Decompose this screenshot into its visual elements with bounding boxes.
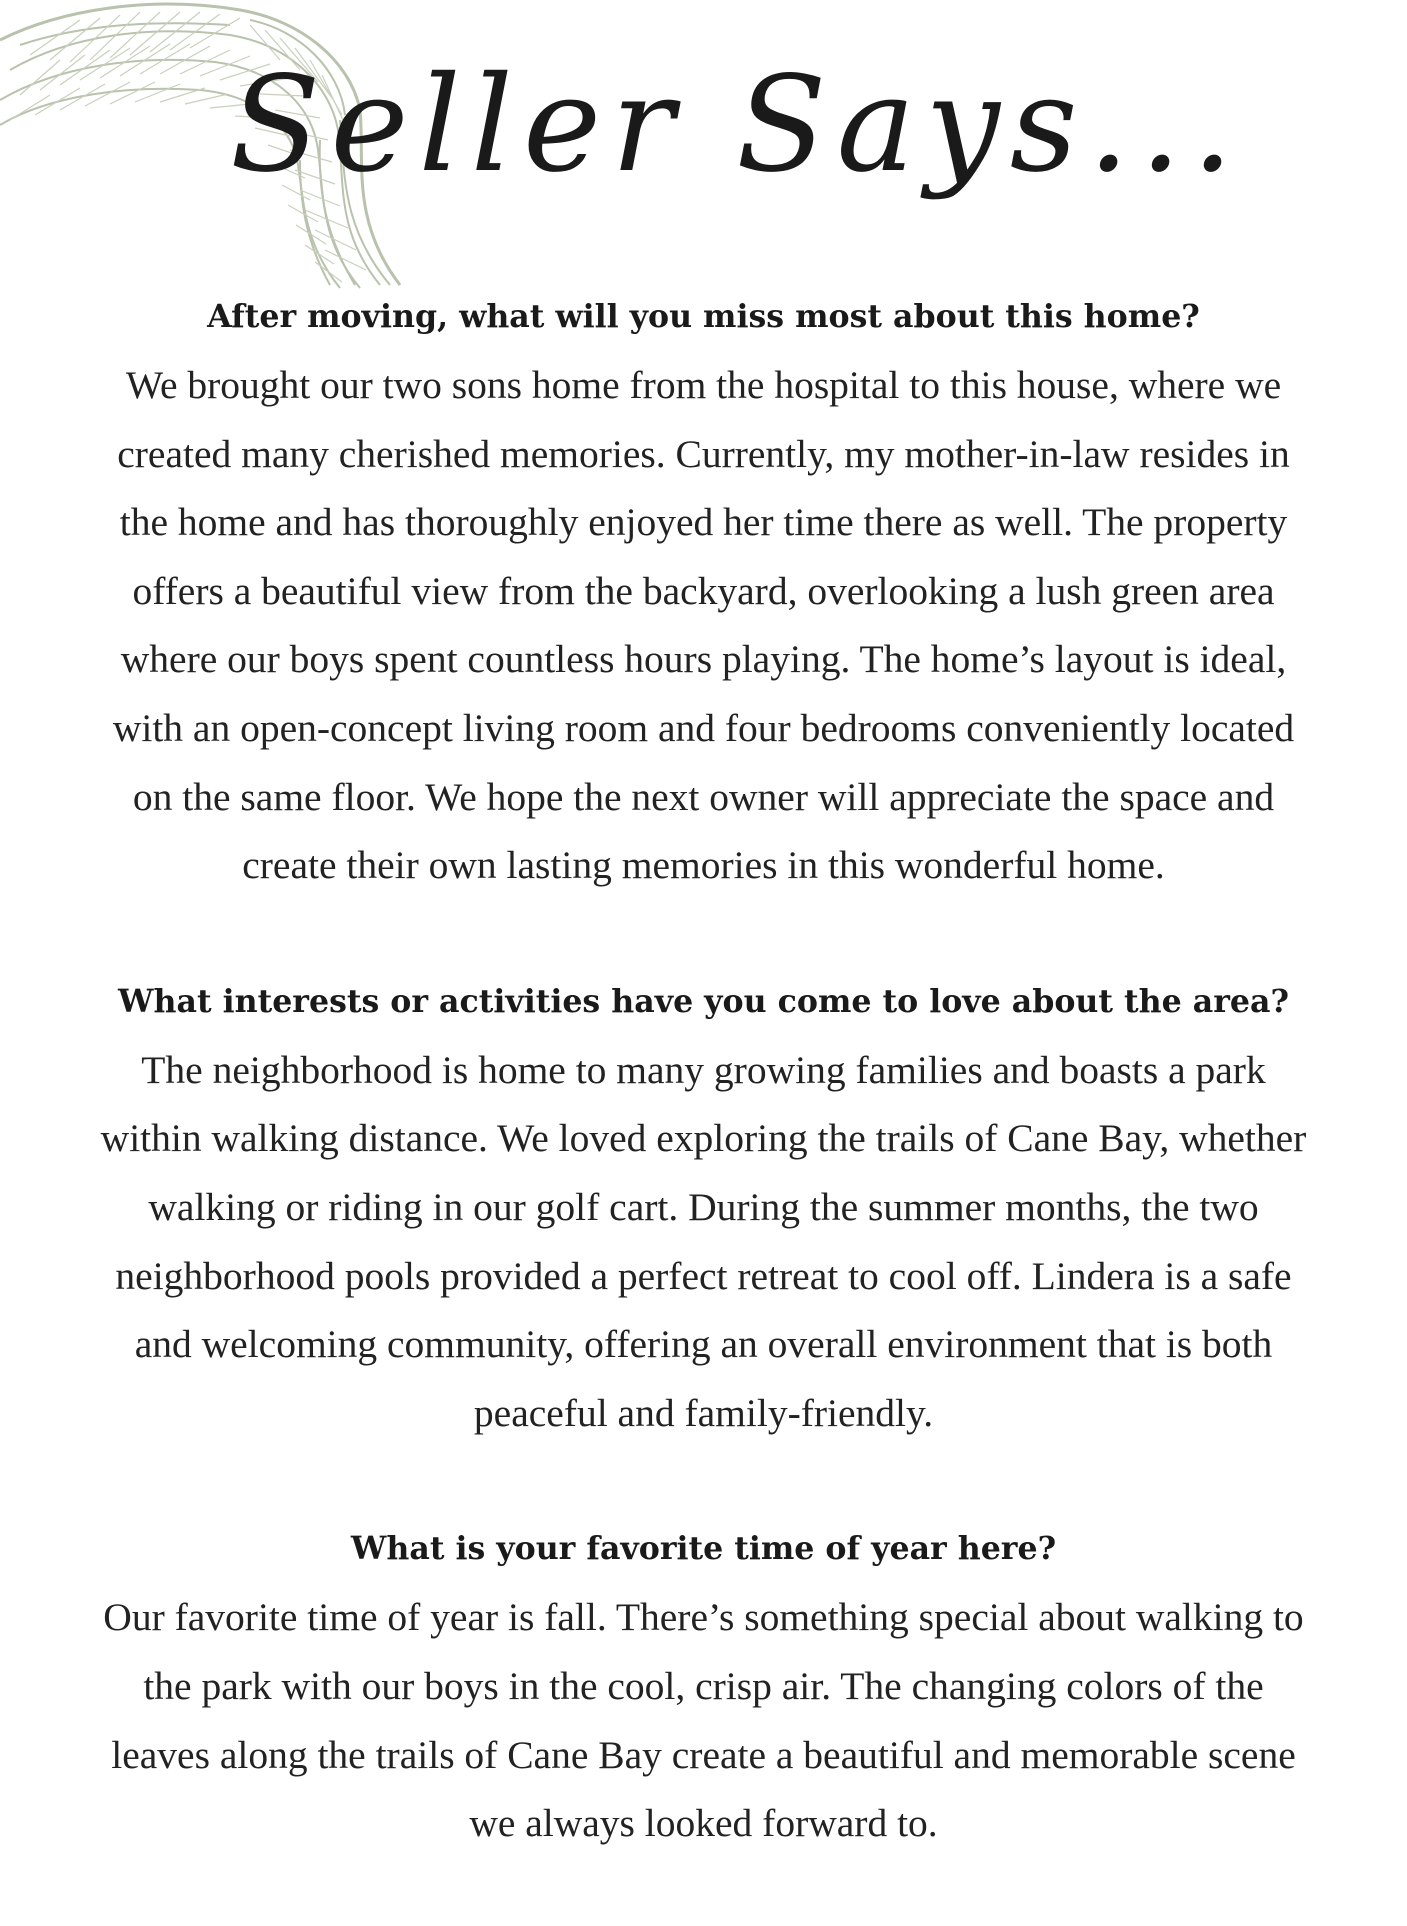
answer-line: the home and has thoroughly enjoyed her time there as well. The property [119,500,1288,545]
answer-line: create their own lasting memories in this wonderful home. [242,843,1165,888]
answer-line: We brought our two sons home from the hospital to this house, where we [125,363,1282,407]
qa-content [0,283,1407,1926]
answer-line: leaves along the trails of Cane Bay create a beautiful and memorable scene [111,1732,1296,1777]
question-heading: What is your favorite time of year here? [350,1530,1057,1568]
answer-paragraph [0,1583,1407,1857]
answer-paragraph [0,1036,1407,1448]
qa-section-area-activities [0,968,1407,1448]
qa-section-favorite-time [0,1515,1407,1857]
answer-line: and welcoming community, offering an overall environment that is both [134,1322,1273,1367]
answer-line: with an open-concept living room and four bedrooms conveniently located [112,705,1295,750]
answer-line: Our favorite time of year is fall. There’s something special about walking to [103,1595,1304,1640]
answer-paragraph [0,351,1407,900]
answer-line: walking or riding in our golf cart. During the summer months, the two [148,1184,1259,1229]
answer-line: created many cherished memories. Currently, my mother-in-law resides in [117,431,1290,476]
question-heading: After moving, what will you miss most about this home? [207,298,1200,335]
answer-line: neighborhood pools provided a perfect retreat to cool off. Lindera is a safe [115,1253,1292,1298]
answer-line: we always looked forward to. [469,1801,938,1846]
answer-line: the park with our boys in the cool, crisp air. The changing colors of the [143,1663,1264,1708]
qa-section-miss-most [0,283,1407,900]
answer-line: within walking distance. We loved exploring the trails of Cane Bay, whether [100,1116,1307,1161]
answer-line: The neighborhood is home to many growing families and boasts a park [141,1047,1266,1092]
answer-line: on the same floor. We hope the next owner will appreciate the space and [132,774,1275,819]
answer-line: offers a beautiful view from the backyard, overlooking a lush green area [132,568,1275,613]
page-title: Seller Says... [230,48,1244,202]
answer-line: peaceful and family-friendly. [473,1390,934,1435]
answer-line: where our boys spent countless hours playing. The home’s layout is ideal, [120,637,1287,682]
question-heading: What interests or activities have you come to love about the area? [118,982,1289,1020]
